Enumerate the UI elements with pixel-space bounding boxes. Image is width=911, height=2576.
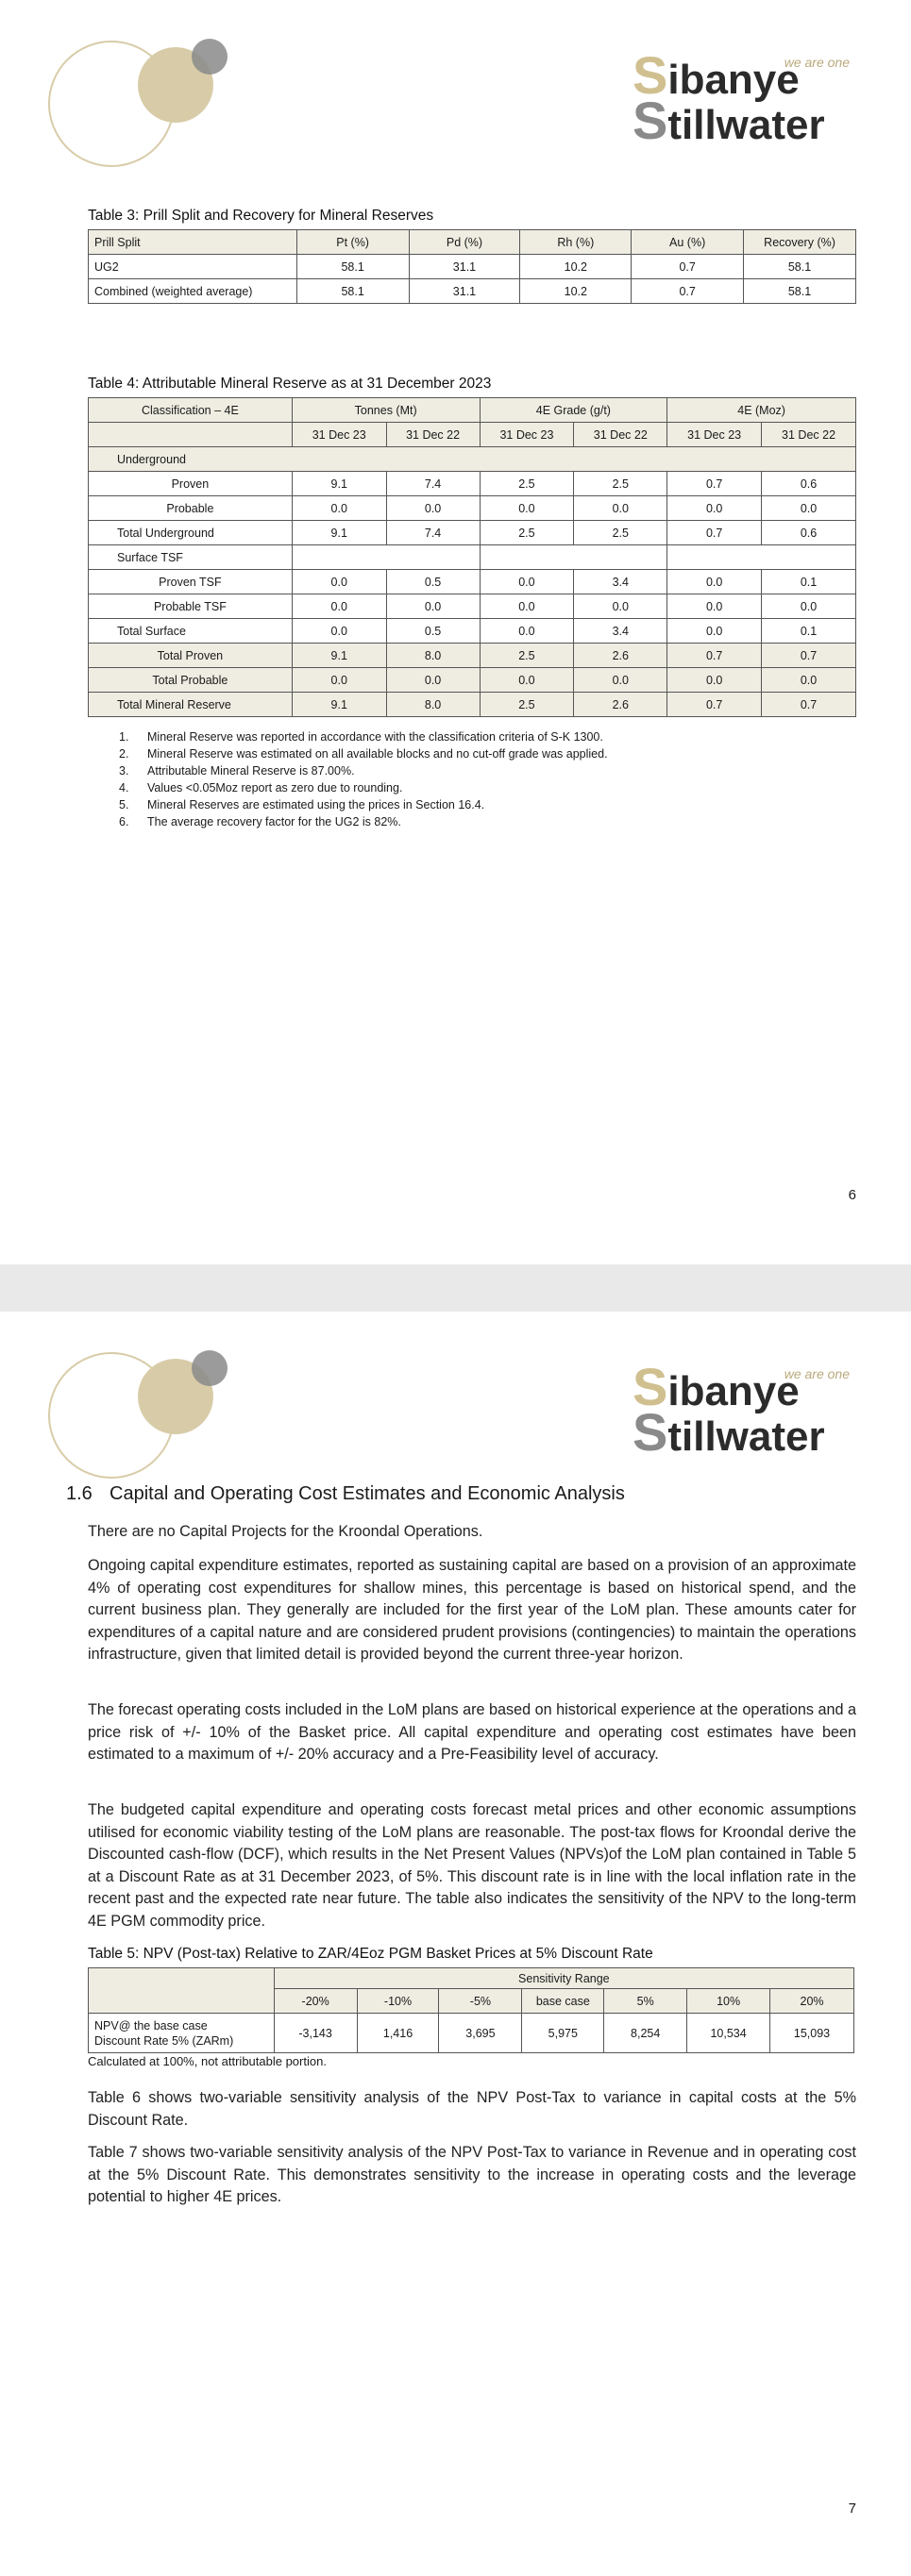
table4-row	[89, 594, 856, 619]
table4-row-label: Total Surface	[89, 619, 293, 644]
note-text: Attributable Mineral Reserve is 87.00%.	[147, 764, 355, 778]
note-text: Mineral Reserves are estimated using the prices in Section 16.4.	[147, 798, 485, 811]
paragraph: Table 6 shows two-variable sensitivity analysis of the NPV Post-Tax to variance in capital costs at the 5% Discount Rate.	[88, 2089, 856, 2129]
table5-header-cell: 20%	[770, 1989, 854, 2014]
table4-total-row	[89, 693, 856, 717]
table4-cell: 0.0	[480, 668, 574, 693]
table4-header-cell: 31 Dec 23	[667, 423, 762, 447]
table4-cell: 0.0	[480, 619, 574, 644]
logo-line2	[633, 91, 825, 150]
paragraph: The budgeted capital expenditure and operating costs forecast metal prices and other economic assumptions utilised for economic viability testing of the LoM plans are reasonable. The post-tax flows for Kroondal derive the Discounted cash-flow (DCF), which results in the Net Present Values (NPVs)of the LoM plan contained in Table 5 at a Discount Rate as at 31 December 2023, of 5%. This discount rate is in line with the local inflation rate in the recent past and the expected rate near future. The table also indicates the sensitivity of the NPV to the long-term 4E PGM commodity price.	[88, 1801, 856, 1930]
table4-cell: 3.4	[574, 570, 667, 594]
paragraph: Table 7 shows two-variable sensitivity analysis of the NPV Post-Tax to variance in Revenue and in operating cost at the 5% Discount Rate. This demonstrates sensitivity to the increase in operating costs and the leverage potential to higher 4E prices.	[88, 2144, 856, 2206]
table4-cell	[667, 545, 856, 570]
table4-cell: 0.0	[480, 594, 574, 619]
table4-cell: 0.0	[574, 496, 667, 521]
table5-npv-sensitivity	[88, 1967, 854, 2053]
table3-header-cell: Pt (%)	[296, 230, 409, 255]
table3-cell: 0.7	[632, 279, 744, 304]
table5-cell: 1,416	[357, 2014, 439, 2053]
table4-cell: 7.4	[386, 472, 480, 496]
page-6	[0, 0, 911, 1264]
table5-group-header: Sensitivity Range	[274, 1968, 853, 1989]
table3-row	[89, 255, 856, 279]
logo-line2	[633, 1402, 825, 1462]
table4-cell: 0.0	[574, 594, 667, 619]
table4-notes	[119, 728, 608, 830]
table4-header-cell: 4E (Moz)	[667, 398, 856, 423]
table4-cell: 2.5	[574, 521, 667, 545]
table4-row	[89, 472, 856, 496]
table3-cell: Combined (weighted average)	[89, 279, 297, 304]
paragraph: There are no Capital Projects for the Kroondal Operations.	[88, 1523, 483, 1540]
table4-header-cell: Classification – 4E	[89, 398, 293, 423]
table4-cell: 2.6	[574, 644, 667, 668]
logo-initial-s1: S	[633, 1357, 668, 1416]
table4-cell: 0.0	[574, 668, 667, 693]
table4-cell: 3.4	[574, 619, 667, 644]
table5-footnote: Calculated at 100%, not attributable portion.	[88, 2054, 327, 2068]
table4-cell: 0.0	[292, 619, 386, 644]
note-item	[119, 728, 608, 745]
table4-cell: 7.4	[386, 521, 480, 545]
table4-cell: 0.0	[480, 496, 574, 521]
table3-header-cell: Pd (%)	[409, 230, 520, 255]
logo-tagline: we are one	[784, 55, 850, 70]
decorative-circles-graphic	[43, 36, 251, 187]
table4-group-header-row	[89, 398, 856, 423]
table4-cell: 0.1	[762, 570, 856, 594]
note-number: 1.	[119, 730, 129, 744]
paragraph: The forecast operating costs included in the LoM plans are based on historical experience at the operations and a price risk of +/- 10% of the Basket price. All capital expenditure and operating cost estimates have been estimated to a maximum of +/- 20% accuracy and a Pre-Feasibility level of accuracy.	[88, 1701, 856, 1764]
table4-cell: 0.0	[480, 570, 574, 594]
table4-row-label: Probable TSF	[89, 594, 293, 619]
table4-cell	[292, 545, 480, 570]
table5-cell: 15,093	[770, 2014, 854, 2053]
table4-section-row	[89, 447, 856, 472]
table4-row	[89, 570, 856, 594]
table4-cell: 0.0	[292, 570, 386, 594]
note-number: 6.	[119, 815, 129, 828]
page-number: 6	[848, 1187, 856, 1203]
table3-header-cell: Rh (%)	[520, 230, 632, 255]
logo-tagline: we are one	[784, 1366, 850, 1381]
table4-cell: 9.1	[292, 644, 386, 668]
note-text: Mineral Reserve was reported in accordance with the classification criteria of S-K 1300.	[147, 730, 603, 744]
table4-cell: 0.1	[762, 619, 856, 644]
table4-cell: 0.0	[762, 594, 856, 619]
table4-cell: 0.0	[667, 570, 762, 594]
table5-row	[89, 2014, 854, 2053]
logo-word-2: tillwater	[667, 1413, 825, 1460]
table4-cell: 8.0	[386, 693, 480, 717]
table4-cell	[480, 545, 667, 570]
table5-header-cell: base case	[522, 1989, 604, 2014]
table3-cell: 0.7	[632, 255, 744, 279]
table4-cell: 0.0	[292, 668, 386, 693]
section-number: 1.6	[66, 1483, 93, 1504]
table4-row-label: Total Underground	[89, 521, 293, 545]
sibanye-stillwater-logo	[631, 1357, 857, 1464]
table4-cell: 8.0	[386, 644, 480, 668]
table4-row-label: Total Mineral Reserve	[89, 693, 293, 717]
table5-cell: 3,695	[439, 2014, 522, 2053]
table3-cell: 31.1	[409, 255, 520, 279]
table3-row	[89, 279, 856, 304]
table3-header-row	[89, 230, 856, 255]
table4-cell: 9.1	[292, 472, 386, 496]
table4-header-cell: 31 Dec 22	[574, 423, 667, 447]
table4-row-label: Probable	[89, 496, 293, 521]
note-text: Mineral Reserve was estimated on all available blocks and no cut-off grade was applied.	[147, 747, 608, 761]
logo-word-2: tillwater	[667, 102, 825, 148]
table4-cell: 0.0	[667, 594, 762, 619]
table4-section-label: Underground	[89, 447, 856, 472]
table4-header-cell: 31 Dec 23	[480, 423, 574, 447]
table5-row-label	[89, 2014, 275, 2053]
table4-header-cell: Tonnes (Mt)	[292, 398, 480, 423]
table4-cell: 9.1	[292, 693, 386, 717]
table4-cell: 9.1	[292, 521, 386, 545]
logo-initial-s2: S	[633, 1402, 668, 1462]
table4-cell: 0.0	[667, 668, 762, 693]
table5-cell: -3,143	[274, 2014, 357, 2053]
table4-cell: 2.6	[574, 693, 667, 717]
note-number: 2.	[119, 747, 129, 761]
table4-total-row	[89, 644, 856, 668]
table5-cell: 8,254	[604, 2014, 687, 2053]
note-number: 4.	[119, 781, 129, 795]
table4-cell: 0.5	[386, 570, 480, 594]
table4-section-label: Surface TSF	[89, 545, 293, 570]
logo-initial-s2: S	[633, 91, 668, 150]
note-item	[119, 813, 608, 830]
note-text: The average recovery factor for the UG2 is 82%.	[147, 815, 401, 828]
table3-header-cell: Prill Split	[89, 230, 297, 255]
section-heading	[66, 1483, 625, 1505]
table4-cell: 0.7	[667, 472, 762, 496]
table4-cell: 0.0	[292, 496, 386, 521]
table4-cell: 0.7	[762, 644, 856, 668]
table4-cell: 0.0	[386, 496, 480, 521]
table5-header-cell: -20%	[274, 1989, 357, 2014]
table5-header-cell: -5%	[439, 1989, 522, 2014]
table4-cell: 0.0	[667, 496, 762, 521]
table3-cell: 58.1	[744, 279, 856, 304]
table4-header-cell: 31 Dec 22	[386, 423, 480, 447]
table3-cell: 10.2	[520, 255, 632, 279]
note-text: Values <0.05Moz report as zero due to rounding.	[147, 781, 403, 795]
table5-cell: 10,534	[687, 2014, 770, 2053]
table4-cell: 0.7	[667, 693, 762, 717]
table3-cell: 31.1	[409, 279, 520, 304]
table4-cell: 2.5	[574, 472, 667, 496]
table5-corner-cell	[89, 1968, 275, 2014]
table3-cell: 58.1	[296, 279, 409, 304]
table4-row-label: Proven TSF	[89, 570, 293, 594]
table5-header-cell: 5%	[604, 1989, 687, 2014]
table4-header-cell: 31 Dec 22	[762, 423, 856, 447]
note-item	[119, 796, 608, 813]
table3-caption: Table 3: Prill Split and Recovery for Mineral Reserves	[88, 208, 434, 224]
table5-cell: 5,975	[522, 2014, 604, 2053]
table4-cell: 0.7	[762, 693, 856, 717]
table3-cell: 58.1	[296, 255, 409, 279]
table4-header-cell	[89, 423, 293, 447]
paragraph: Ongoing capital expenditure estimates, reported as sustaining capital are based on a provision of an approximate 4% of operating cost expenditures for shallow mines, this percentage is based on historical spend, and the current business plan. They generally are included for the first year of the LoM plan. These amounts cater for expenditures of a capital nature and are considered prudent provisions (contingencies) to maintain the operations infrastructure, given that limited detail is provided beyond the current three-year horizon.	[88, 1557, 856, 1664]
table3-cell: 58.1	[744, 255, 856, 279]
table3-header-cell: Au (%)	[632, 230, 744, 255]
logo-word-1: ibanye	[667, 57, 800, 103]
table4-total-row	[89, 521, 856, 545]
table4-total-row	[89, 668, 856, 693]
table4-cell: 0.7	[667, 644, 762, 668]
note-item	[119, 745, 608, 762]
logo-word-1: ibanye	[667, 1368, 800, 1414]
table4-section-row	[89, 545, 856, 570]
page-number: 7	[848, 2501, 856, 2517]
table4-cell: 0.5	[386, 619, 480, 644]
note-number: 3.	[119, 764, 129, 778]
table4-cell: 0.0	[667, 619, 762, 644]
note-item	[119, 779, 608, 796]
table4-total-row	[89, 619, 856, 644]
logo-initial-s1: S	[633, 45, 668, 105]
table5-row-label-line: NPV@ the base case	[94, 2018, 208, 2032]
table3-header-cell: Recovery (%)	[744, 230, 856, 255]
table5-row-label-line: Discount Rate 5% (ZARm)	[94, 2033, 234, 2048]
section-title: Capital and Operating Cost Estimates and Economic Analysis	[110, 1483, 625, 1504]
table4-cell: 0.0	[386, 594, 480, 619]
table4-cell: 0.6	[762, 521, 856, 545]
table4-header-cell: 4E Grade (g/t)	[480, 398, 667, 423]
table4-row-label: Total Probable	[89, 668, 293, 693]
table4-cell: 2.5	[480, 644, 574, 668]
table4-cell: 0.0	[386, 668, 480, 693]
table4-header-cell: 31 Dec 23	[292, 423, 386, 447]
table4-sub-header-row	[89, 423, 856, 447]
note-item	[119, 762, 608, 779]
table3-prill-split	[88, 229, 856, 304]
table4-cell: 2.5	[480, 472, 574, 496]
table4-cell: 0.7	[667, 521, 762, 545]
table4-cell: 2.5	[480, 521, 574, 545]
decorative-circles-graphic	[43, 1347, 251, 1498]
table4-caption: Table 4: Attributable Mineral Reserve as at 31 December 2023	[88, 376, 492, 392]
table3-cell: UG2	[89, 255, 297, 279]
table4-cell: 2.5	[480, 693, 574, 717]
table4-row-label: Proven	[89, 472, 293, 496]
table5-header-cell: 10%	[687, 1989, 770, 2014]
table4-row-label: Total Proven	[89, 644, 293, 668]
table5-group-header-row	[89, 1968, 854, 1989]
sibanye-stillwater-logo	[631, 45, 857, 153]
page-7	[0, 1312, 911, 2576]
table3-cell: 10.2	[520, 279, 632, 304]
table4-cell: 0.0	[762, 496, 856, 521]
table5-caption: Table 5: NPV (Post-tax) Relative to ZAR/4Eoz PGM Basket Prices at 5% Discount Rate	[88, 1946, 653, 1962]
note-number: 5.	[119, 798, 129, 811]
table4-cell: 0.0	[762, 668, 856, 693]
table4-cell: 0.0	[292, 594, 386, 619]
table4-cell: 0.6	[762, 472, 856, 496]
table4-row	[89, 496, 856, 521]
table4-mineral-reserve	[88, 397, 856, 717]
table5-header-cell: -10%	[357, 1989, 439, 2014]
